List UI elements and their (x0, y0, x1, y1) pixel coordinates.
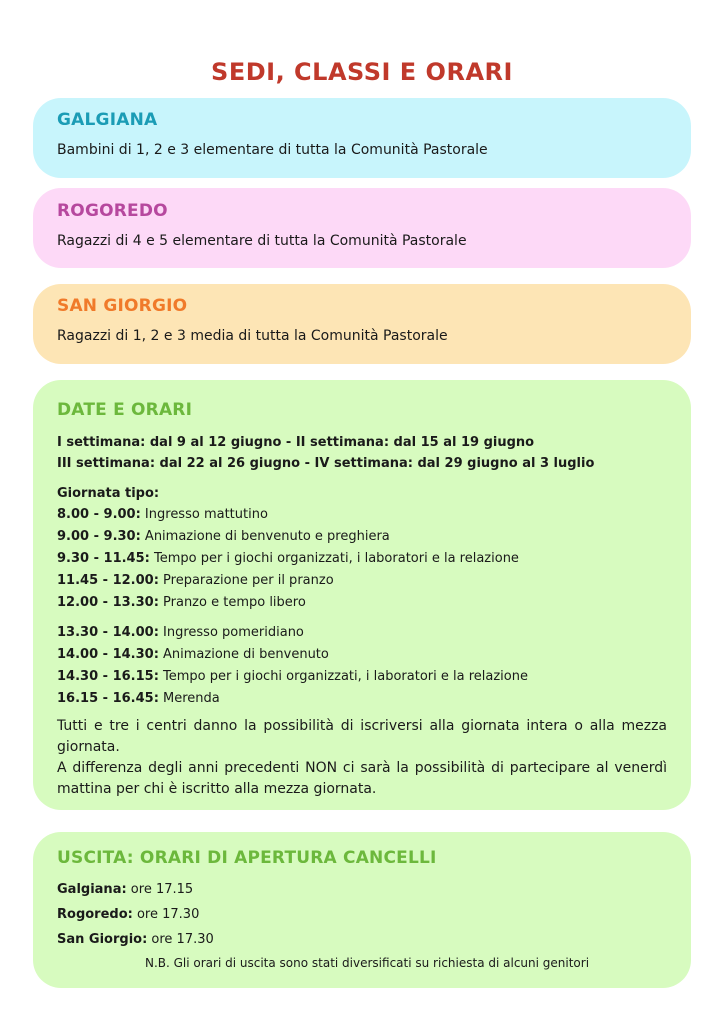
exit-time: ore 17.30 (147, 932, 214, 947)
sede-description: Bambini di 1, 2 e 3 elementare di tutta la Comunità Pastorale (57, 142, 488, 158)
exit-time: ore 17.15 (126, 882, 194, 897)
schedule-time: 13.30 - 14.00: (57, 625, 159, 640)
schedule-activity: Animazione di benvenuto (158, 647, 329, 662)
sede-description: Ragazzi di 1, 2 e 3 media di tutta la Comunità Pastorale (57, 328, 448, 344)
schedule-row (57, 526, 667, 548)
exit-row (57, 877, 667, 902)
schedule-row (57, 622, 667, 644)
exit-place: Rogoredo: (57, 907, 133, 922)
schedule-activity: Tempo per i giochi organizzati, i laboratori e la relazione (149, 551, 519, 566)
exit-note: N.B. Gli orari di uscita sono stati diversificati su richiesta di alcuni genitori (144, 956, 590, 970)
exit-place: San Giorgio: (57, 932, 148, 947)
sede-description: Ragazzi di 4 e 5 elementare di tutta la Comunità Pastorale (57, 233, 467, 249)
note-paragraph: A differenza degli anni precedenti NON ci sarà la possibilità di partecipare al venerdì mattina per chi è iscritto alla mezza giornata. (57, 760, 667, 797)
exit-place: Galgiana: (57, 882, 127, 897)
enrollment-note (57, 716, 667, 800)
section-heading: DATE E ORARI (57, 400, 193, 420)
card-uscita (33, 832, 691, 988)
weeks-line: III settimana: dal 22 al 26 giugno - IV settimana: dal 29 giugno al 3 luglio (57, 456, 595, 471)
schedule-activity: Animazione di benvenuto e preghiera (140, 529, 390, 544)
card-san-giorgio (33, 284, 691, 364)
weeks-schedule (57, 432, 667, 474)
schedule-activity: Preparazione per il pranzo (158, 573, 334, 588)
schedule-time: 9.30 - 11.45: (57, 551, 150, 566)
card-rogoredo (33, 188, 691, 268)
exit-time: ore 17.30 (132, 907, 200, 922)
morning-schedule (57, 504, 667, 614)
sede-name: GALGIANA (57, 110, 158, 130)
schedule-row (57, 592, 667, 614)
giornata-tipo-title: Giornata tipo: (57, 486, 160, 501)
sede-name: ROGOREDO (57, 201, 168, 221)
schedule-activity: Ingresso pomeridiano (158, 625, 304, 640)
schedule-row (57, 666, 667, 688)
afternoon-schedule (57, 622, 667, 710)
weeks-line: I settimana: dal 9 al 12 giugno - II settimana: dal 15 al 19 giugno (57, 435, 535, 450)
schedule-activity: Ingresso mattutino (140, 507, 268, 522)
schedule-activity: Tempo per i giochi organizzati, i laboratori e la relazione (158, 669, 528, 684)
schedule-row (57, 570, 667, 592)
schedule-row (57, 688, 667, 710)
schedule-activity: Merenda (158, 691, 220, 706)
schedule-time: 14.00 - 14.30: (57, 647, 159, 662)
card-date-orari (33, 380, 691, 810)
schedule-activity: Pranzo e tempo libero (158, 595, 306, 610)
section-heading: USCITA: ORARI DI APERTURA CANCELLI (57, 848, 437, 868)
schedule-time: 11.45 - 12.00: (57, 573, 159, 588)
schedule-row (57, 504, 667, 526)
page-title: SEDI, CLASSI E ORARI (211, 58, 513, 86)
card-galgiana (33, 98, 691, 178)
exit-row (57, 927, 667, 952)
schedule-time: 8.00 - 9.00: (57, 507, 141, 522)
sede-name: SAN GIORGIO (57, 296, 188, 316)
note-paragraph: Tutti e tre i centri danno la possibilità di iscriversi alla giornata intera o alla mezza giornata. (57, 718, 667, 755)
exit-times (57, 877, 667, 952)
schedule-time: 12.00 - 13.30: (57, 595, 159, 610)
schedule-time: 14.30 - 16.15: (57, 669, 159, 684)
schedule-time: 9.00 - 9.30: (57, 529, 141, 544)
exit-row (57, 902, 667, 927)
schedule-row (57, 548, 667, 570)
schedule-time: 16.15 - 16.45: (57, 691, 159, 706)
schedule-row (57, 644, 667, 666)
